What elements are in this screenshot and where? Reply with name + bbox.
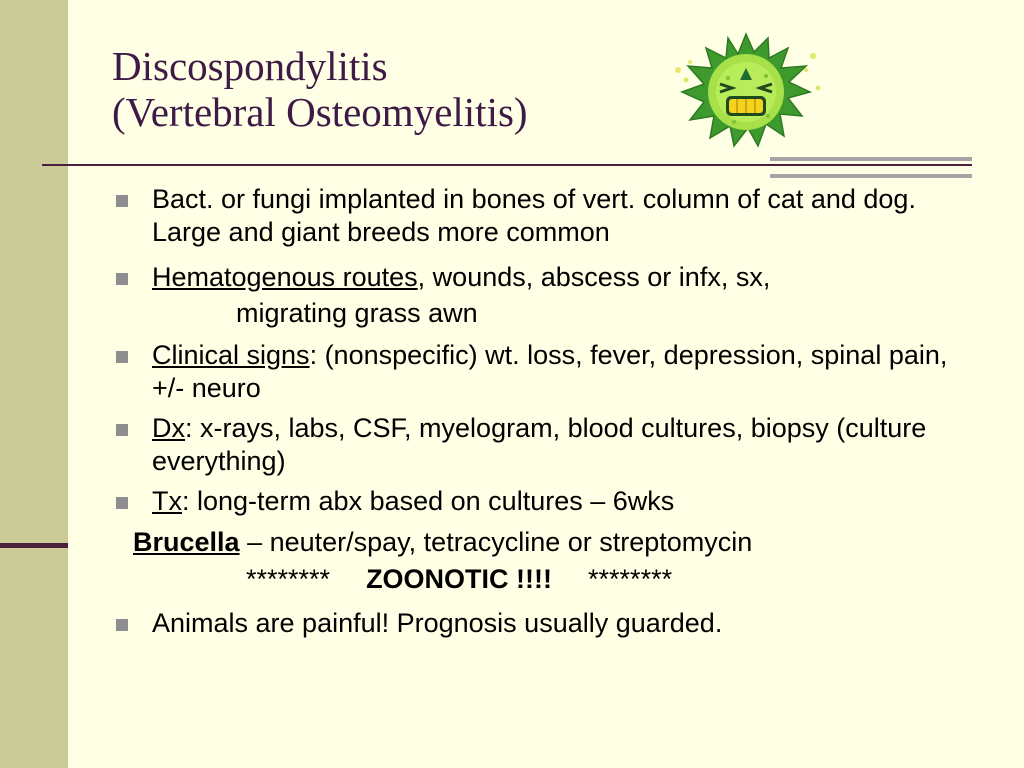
bullet-label-tx: Tx — [152, 486, 182, 516]
stars-left: ******** — [246, 564, 331, 594]
left-decor-bar — [0, 0, 68, 768]
bullet-label-clinical-signs: Clinical signs — [152, 340, 310, 370]
bullet-rest: : long-term abx based on cultures – 6wks — [182, 486, 675, 516]
bullet-text: Animals are painful! Prognosis usually guarded. — [152, 608, 723, 638]
bullet-2-continuation: migrating grass awn — [236, 298, 478, 328]
zoonotic-warning — [246, 563, 672, 596]
bullet-item-5 — [116, 485, 966, 518]
title-line-2: (Vertebral Osteomyelitis) — [112, 89, 528, 135]
stars-right: ******** — [588, 564, 673, 594]
slide-title — [112, 43, 528, 135]
bullet-square-icon — [116, 351, 128, 363]
bullet-label-hematogenous: Hematogenous routes — [152, 262, 418, 292]
title-divider-grey-top — [770, 157, 972, 161]
title-divider — [42, 164, 972, 166]
bullet-square-icon — [116, 195, 128, 207]
bullet-item-4 — [116, 412, 966, 478]
bullet-item-1 — [116, 183, 966, 249]
bullet-text — [152, 339, 966, 405]
brucella-label: Brucella — [133, 527, 240, 557]
bullet-text: Bact. or fungi implanted in bones of vert. column of cat and dog. Large and giant breeds more common — [152, 184, 916, 247]
germ-icon — [668, 30, 824, 150]
bullet-text — [152, 485, 966, 518]
bullet-item-2 — [116, 261, 966, 294]
bullet-text — [152, 261, 966, 294]
bullet-label-dx: Dx — [152, 413, 185, 443]
brucella-rest: – neuter/spay, tetracycline or streptomycin — [239, 527, 753, 557]
bullet-square-icon — [116, 273, 128, 285]
bullet-item-6 — [116, 607, 966, 640]
brucella-line — [133, 526, 752, 559]
zoonotic-text: ZOONOTIC !!!! — [366, 564, 553, 594]
bullet-square-icon — [116, 497, 128, 509]
bullet-text — [152, 412, 966, 478]
bullet-rest: : (nonspecific) wt. loss, fever, depression, spinal pain, +/- neuro — [152, 340, 948, 403]
title-line-1: Discospondylitis — [112, 43, 388, 89]
bullet-square-icon — [116, 619, 128, 631]
bullet-square-icon — [116, 424, 128, 436]
bullet-rest: : x-rays, labs, CSF, myelogram, blood cultures, biopsy (culture everything) — [152, 413, 927, 476]
bullet-rest: , wounds, abscess or infx, sx, — [417, 262, 771, 292]
title-divider-grey-bottom — [770, 174, 972, 178]
bullet-item-3 — [116, 339, 966, 405]
left-bar-accent — [0, 543, 68, 548]
